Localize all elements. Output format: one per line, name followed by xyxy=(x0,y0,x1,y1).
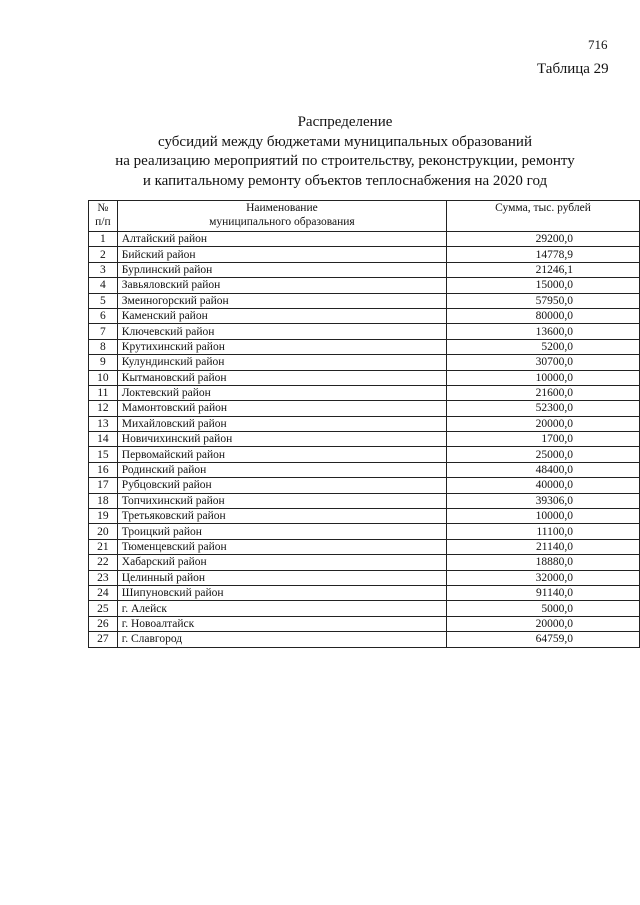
row-municipality-name: Завьяловский район xyxy=(117,278,446,293)
row-number: 7 xyxy=(89,324,118,339)
row-municipality-name: Ключевский район xyxy=(117,324,446,339)
table-row xyxy=(89,401,640,416)
header-name xyxy=(117,201,446,232)
document-title xyxy=(80,113,610,191)
row-sum: 14778,9 xyxy=(447,247,640,262)
row-sum: 5200,0 xyxy=(447,339,640,354)
row-number: 19 xyxy=(89,509,118,524)
table-row xyxy=(89,462,640,477)
header-name-line1: Наименование xyxy=(246,202,318,214)
row-municipality-name: Каменский район xyxy=(117,308,446,323)
row-municipality-name: Первомайский район xyxy=(117,447,446,462)
row-number: 9 xyxy=(89,355,118,370)
row-number: 26 xyxy=(89,616,118,631)
row-municipality-name: Хабарский район xyxy=(117,555,446,570)
row-sum: 20000,0 xyxy=(447,416,640,431)
row-municipality-name: Целинный район xyxy=(117,570,446,585)
row-municipality-name: Змеиногорский район xyxy=(117,293,446,308)
table-row xyxy=(89,416,640,431)
row-sum: 10000,0 xyxy=(447,509,640,524)
row-number: 2 xyxy=(89,247,118,262)
row-municipality-name: Новичихинский район xyxy=(117,432,446,447)
header-number-line1: № xyxy=(97,202,109,214)
row-number: 8 xyxy=(89,339,118,354)
table-row xyxy=(89,324,640,339)
row-municipality-name: Троицкий район xyxy=(117,524,446,539)
table-row xyxy=(89,601,640,616)
table-row xyxy=(89,632,640,647)
row-sum: 21600,0 xyxy=(447,385,640,400)
row-municipality-name: Локтевский район xyxy=(117,385,446,400)
row-number: 4 xyxy=(89,278,118,293)
row-municipality-name: г. Славгород xyxy=(117,632,446,647)
row-municipality-name: Крутихинский район xyxy=(117,339,446,354)
table-row xyxy=(89,509,640,524)
row-number: 15 xyxy=(89,447,118,462)
row-number: 12 xyxy=(89,401,118,416)
row-municipality-name: Кулундинский район xyxy=(117,355,446,370)
header-number xyxy=(89,201,118,232)
table-row xyxy=(89,385,640,400)
row-sum: 64759,0 xyxy=(447,632,640,647)
header-number-line2: п/п xyxy=(95,216,111,228)
title-line-1: Распределение xyxy=(297,114,393,130)
header-name-line2: муниципального образования xyxy=(209,216,355,228)
row-number: 11 xyxy=(89,385,118,400)
row-sum: 11100,0 xyxy=(447,524,640,539)
row-number: 24 xyxy=(89,585,118,600)
row-municipality-name: Третьяковский район xyxy=(117,509,446,524)
table-header-row xyxy=(89,201,640,232)
row-number: 1 xyxy=(89,232,118,247)
row-municipality-name: Михайловский район xyxy=(117,416,446,431)
row-number: 27 xyxy=(89,632,118,647)
row-municipality-name: Бийский район xyxy=(117,247,446,262)
table-row xyxy=(89,432,640,447)
table-row xyxy=(89,493,640,508)
row-sum: 21140,0 xyxy=(447,539,640,554)
table-row xyxy=(89,232,640,247)
row-municipality-name: Алтайский район xyxy=(117,232,446,247)
row-sum: 21246,1 xyxy=(447,262,640,277)
header-sum: Сумма, тыс. рублей xyxy=(447,201,640,232)
row-sum: 10000,0 xyxy=(447,370,640,385)
row-number: 21 xyxy=(89,539,118,554)
table-row xyxy=(89,478,640,493)
row-number: 20 xyxy=(89,524,118,539)
row-sum: 15000,0 xyxy=(447,278,640,293)
row-sum: 57950,0 xyxy=(447,293,640,308)
table-row xyxy=(89,278,640,293)
table-row xyxy=(89,524,640,539)
table-row xyxy=(89,293,640,308)
row-municipality-name: Бурлинский район xyxy=(117,262,446,277)
row-municipality-name: Тюменцевский район xyxy=(117,539,446,554)
row-municipality-name: г. Новоалтайск xyxy=(117,616,446,631)
row-sum: 91140,0 xyxy=(447,585,640,600)
table-row xyxy=(89,339,640,354)
row-sum: 30700,0 xyxy=(447,355,640,370)
row-number: 17 xyxy=(89,478,118,493)
title-line-2: субсидий между бюджетами муниципальных образований xyxy=(158,133,532,150)
row-municipality-name: Шипуновский район xyxy=(117,585,446,600)
row-number: 23 xyxy=(89,570,118,585)
table-body xyxy=(89,232,640,648)
title-line-4: и капитальному ремонту объектов теплоснабжения на 2020 год xyxy=(142,172,548,189)
row-sum: 48400,0 xyxy=(447,462,640,477)
row-sum: 13600,0 xyxy=(447,324,640,339)
row-sum: 18880,0 xyxy=(447,555,640,570)
row-sum: 29200,0 xyxy=(447,232,640,247)
row-sum: 52300,0 xyxy=(447,401,640,416)
row-sum: 20000,0 xyxy=(447,616,640,631)
row-municipality-name: Мамонтовский район xyxy=(117,401,446,416)
row-number: 13 xyxy=(89,416,118,431)
title-line-3: на реализацию мероприятий по строительству, реконструкции, ремонту xyxy=(115,153,575,169)
row-sum: 1700,0 xyxy=(447,432,640,447)
table-row xyxy=(89,539,640,554)
row-number: 22 xyxy=(89,555,118,570)
table-row xyxy=(89,355,640,370)
row-number: 18 xyxy=(89,493,118,508)
row-sum: 5000,0 xyxy=(447,601,640,616)
row-number: 14 xyxy=(89,432,118,447)
row-number: 5 xyxy=(89,293,118,308)
row-number: 25 xyxy=(89,601,118,616)
table-label: Таблица 29 xyxy=(537,61,609,77)
table-row xyxy=(89,447,640,462)
row-number: 3 xyxy=(89,262,118,277)
page-number: 716 xyxy=(588,37,608,52)
subsidy-allocation-table xyxy=(88,200,640,648)
row-municipality-name: Кытмановский район xyxy=(117,370,446,385)
row-municipality-name: г. Алейск xyxy=(117,601,446,616)
row-number: 10 xyxy=(89,370,118,385)
row-sum: 32000,0 xyxy=(447,570,640,585)
row-municipality-name: Рубцовский район xyxy=(117,478,446,493)
table-row xyxy=(89,247,640,262)
table-row xyxy=(89,308,640,323)
row-number: 6 xyxy=(89,308,118,323)
table-row xyxy=(89,585,640,600)
row-number: 16 xyxy=(89,462,118,477)
row-sum: 80000,0 xyxy=(447,308,640,323)
row-sum: 40000,0 xyxy=(447,478,640,493)
table-row xyxy=(89,570,640,585)
row-municipality-name: Родинский район xyxy=(117,462,446,477)
row-sum: 25000,0 xyxy=(447,447,640,462)
table-row xyxy=(89,555,640,570)
table-row xyxy=(89,616,640,631)
row-municipality-name: Топчихинский район xyxy=(117,493,446,508)
table-row xyxy=(89,370,640,385)
row-sum: 39306,0 xyxy=(447,493,640,508)
table-row xyxy=(89,262,640,277)
